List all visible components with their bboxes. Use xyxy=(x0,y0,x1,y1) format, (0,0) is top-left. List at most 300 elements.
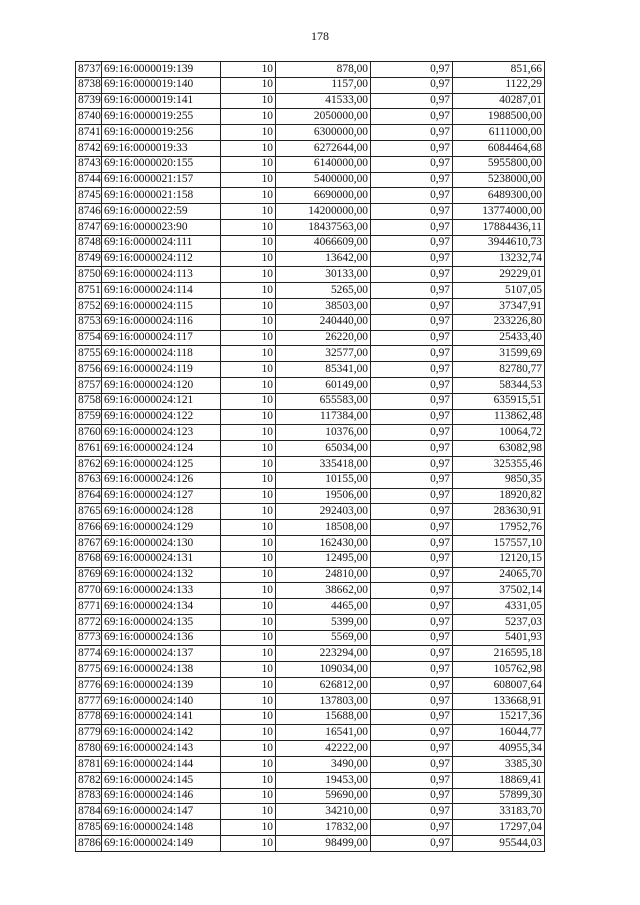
coefficient-cell: 0,97 xyxy=(371,267,453,283)
row-number-cell: 8758 xyxy=(76,393,102,409)
result-cell: 13232,74 xyxy=(453,251,545,267)
result-cell: 5107,05 xyxy=(453,283,545,299)
class-cell: 10 xyxy=(221,219,276,235)
result-cell: 233226,80 xyxy=(453,314,545,330)
coefficient-cell: 0,97 xyxy=(371,788,453,804)
value-cell: 5265,00 xyxy=(276,283,371,299)
coefficient-cell: 0,97 xyxy=(371,472,453,488)
row-number-cell: 8786 xyxy=(76,836,102,852)
cadastral-number-cell: 69:16:0000024:120 xyxy=(102,377,221,393)
result-cell: 133668,91 xyxy=(453,693,545,709)
table-row xyxy=(76,804,545,820)
coefficient-cell: 0,97 xyxy=(371,456,453,472)
table-row xyxy=(76,156,545,172)
table-row xyxy=(76,204,545,220)
coefficient-cell: 0,97 xyxy=(371,204,453,220)
cadastral-number-cell: 69:16:0000024:121 xyxy=(102,393,221,409)
cadastral-number-cell: 69:16:0000024:116 xyxy=(102,314,221,330)
table-row xyxy=(76,693,545,709)
coefficient-cell: 0,97 xyxy=(371,77,453,93)
value-cell: 12495,00 xyxy=(276,551,371,567)
table-row xyxy=(76,725,545,741)
row-number-cell: 8761 xyxy=(76,441,102,457)
row-number-cell: 8773 xyxy=(76,630,102,646)
table-row xyxy=(76,662,545,678)
table-row xyxy=(76,772,545,788)
table-row xyxy=(76,441,545,457)
value-cell: 2050000,00 xyxy=(276,109,371,125)
cadastral-number-cell: 69:16:0000024:136 xyxy=(102,630,221,646)
row-number-cell: 8755 xyxy=(76,346,102,362)
cadastral-number-cell: 69:16:0000024:128 xyxy=(102,504,221,520)
cadastral-number-cell: 69:16:0000024:117 xyxy=(102,330,221,346)
class-cell: 10 xyxy=(221,125,276,141)
table-row xyxy=(76,377,545,393)
class-cell: 10 xyxy=(221,441,276,457)
cadastral-number-cell: 69:16:0000019:33 xyxy=(102,140,221,156)
result-cell: 5238000,00 xyxy=(453,172,545,188)
row-number-cell: 8775 xyxy=(76,662,102,678)
row-number-cell: 8782 xyxy=(76,772,102,788)
cadastral-number-cell: 69:16:0000024:137 xyxy=(102,646,221,662)
table-row xyxy=(76,630,545,646)
table-row xyxy=(76,362,545,378)
coefficient-cell: 0,97 xyxy=(371,93,453,109)
class-cell: 10 xyxy=(221,820,276,836)
table-row xyxy=(76,219,545,235)
row-number-cell: 8763 xyxy=(76,472,102,488)
cadastral-number-cell: 69:16:0000020:155 xyxy=(102,156,221,172)
value-cell: 6300000,00 xyxy=(276,125,371,141)
class-cell: 10 xyxy=(221,741,276,757)
row-number-cell: 8784 xyxy=(76,804,102,820)
table-row xyxy=(76,251,545,267)
row-number-cell: 8766 xyxy=(76,520,102,536)
row-number-cell: 8748 xyxy=(76,235,102,251)
row-number-cell: 8743 xyxy=(76,156,102,172)
cadastral-number-cell: 69:16:0000024:131 xyxy=(102,551,221,567)
coefficient-cell: 0,97 xyxy=(371,757,453,773)
class-cell: 10 xyxy=(221,362,276,378)
table-row xyxy=(76,125,545,141)
coefficient-cell: 0,97 xyxy=(371,393,453,409)
table-row xyxy=(76,836,545,852)
result-cell: 6111000,00 xyxy=(453,125,545,141)
cadastral-number-cell: 69:16:0000024:132 xyxy=(102,567,221,583)
row-number-cell: 8739 xyxy=(76,93,102,109)
coefficient-cell: 0,97 xyxy=(371,188,453,204)
table-row xyxy=(76,504,545,520)
cadastral-number-cell: 69:16:0000024:119 xyxy=(102,362,221,378)
coefficient-cell: 0,97 xyxy=(371,488,453,504)
result-cell: 18869,41 xyxy=(453,772,545,788)
result-cell: 17884436,11 xyxy=(453,219,545,235)
value-cell: 5399,00 xyxy=(276,614,371,630)
value-cell: 16541,00 xyxy=(276,725,371,741)
result-cell: 105762,98 xyxy=(453,662,545,678)
cadastral-number-cell: 69:16:0000024:130 xyxy=(102,535,221,551)
value-cell: 34210,00 xyxy=(276,804,371,820)
coefficient-cell: 0,97 xyxy=(371,772,453,788)
row-number-cell: 8749 xyxy=(76,251,102,267)
result-cell: 63082,98 xyxy=(453,441,545,457)
coefficient-cell: 0,97 xyxy=(371,298,453,314)
coefficient-cell: 0,97 xyxy=(371,599,453,615)
coefficient-cell: 0,97 xyxy=(371,662,453,678)
coefficient-cell: 0,97 xyxy=(371,125,453,141)
coefficient-cell: 0,97 xyxy=(371,330,453,346)
value-cell: 41533,00 xyxy=(276,93,371,109)
cadastral-number-cell: 69:16:0000019:139 xyxy=(102,62,221,78)
row-number-cell: 8759 xyxy=(76,409,102,425)
value-cell: 3490,00 xyxy=(276,757,371,773)
cadastral-number-cell: 69:16:0000024:115 xyxy=(102,298,221,314)
result-cell: 635915,51 xyxy=(453,393,545,409)
class-cell: 10 xyxy=(221,77,276,93)
value-cell: 5569,00 xyxy=(276,630,371,646)
result-cell: 10064,72 xyxy=(453,425,545,441)
coefficient-cell: 0,97 xyxy=(371,535,453,551)
value-cell: 4066609,00 xyxy=(276,235,371,251)
coefficient-cell: 0,97 xyxy=(371,425,453,441)
row-number-cell: 8785 xyxy=(76,820,102,836)
class-cell: 10 xyxy=(221,725,276,741)
row-number-cell: 8780 xyxy=(76,741,102,757)
cadastral-number-cell: 69:16:0000024:139 xyxy=(102,678,221,694)
cadastral-number-cell: 69:16:0000024:124 xyxy=(102,441,221,457)
value-cell: 26220,00 xyxy=(276,330,371,346)
value-cell: 117384,00 xyxy=(276,409,371,425)
result-cell: 33183,70 xyxy=(453,804,545,820)
value-cell: 13642,00 xyxy=(276,251,371,267)
class-cell: 10 xyxy=(221,204,276,220)
result-cell: 25433,40 xyxy=(453,330,545,346)
cadastral-number-cell: 69:16:0000019:141 xyxy=(102,93,221,109)
cadastral-number-cell: 69:16:0000024:140 xyxy=(102,693,221,709)
class-cell: 10 xyxy=(221,251,276,267)
class-cell: 10 xyxy=(221,804,276,820)
table-row xyxy=(76,140,545,156)
value-cell: 6272644,00 xyxy=(276,140,371,156)
value-cell: 137803,00 xyxy=(276,693,371,709)
table-row xyxy=(76,567,545,583)
row-number-cell: 8744 xyxy=(76,172,102,188)
value-cell: 17832,00 xyxy=(276,820,371,836)
coefficient-cell: 0,97 xyxy=(371,520,453,536)
class-cell: 10 xyxy=(221,646,276,662)
cadastral-number-cell: 69:16:0000019:140 xyxy=(102,77,221,93)
row-number-cell: 8751 xyxy=(76,283,102,299)
class-cell: 10 xyxy=(221,836,276,852)
row-number-cell: 8753 xyxy=(76,314,102,330)
class-cell: 10 xyxy=(221,62,276,78)
table-row xyxy=(76,409,545,425)
cadastral-number-cell: 69:16:0000024:146 xyxy=(102,788,221,804)
table-row xyxy=(76,757,545,773)
value-cell: 30133,00 xyxy=(276,267,371,283)
value-cell: 15688,00 xyxy=(276,709,371,725)
result-cell: 1122,29 xyxy=(453,77,545,93)
class-cell: 10 xyxy=(221,520,276,536)
row-number-cell: 8769 xyxy=(76,567,102,583)
table-row xyxy=(76,456,545,472)
value-cell: 85341,00 xyxy=(276,362,371,378)
row-number-cell: 8757 xyxy=(76,377,102,393)
result-cell: 851,66 xyxy=(453,62,545,78)
table-row xyxy=(76,93,545,109)
result-cell: 6489300,00 xyxy=(453,188,545,204)
row-number-cell: 8781 xyxy=(76,757,102,773)
class-cell: 10 xyxy=(221,583,276,599)
class-cell: 10 xyxy=(221,772,276,788)
value-cell: 38662,00 xyxy=(276,583,371,599)
table-row xyxy=(76,520,545,536)
row-number-cell: 8745 xyxy=(76,188,102,204)
result-cell: 17952,76 xyxy=(453,520,545,536)
row-number-cell: 8767 xyxy=(76,535,102,551)
cadastral-number-cell: 69:16:0000021:158 xyxy=(102,188,221,204)
cadastral-number-cell: 69:16:0000024:147 xyxy=(102,804,221,820)
value-cell: 14200000,00 xyxy=(276,204,371,220)
class-cell: 10 xyxy=(221,662,276,678)
result-cell: 29229,01 xyxy=(453,267,545,283)
result-cell: 3944610,73 xyxy=(453,235,545,251)
row-number-cell: 8754 xyxy=(76,330,102,346)
result-cell: 13774000,00 xyxy=(453,204,545,220)
coefficient-cell: 0,97 xyxy=(371,314,453,330)
class-cell: 10 xyxy=(221,93,276,109)
coefficient-cell: 0,97 xyxy=(371,567,453,583)
value-cell: 38503,00 xyxy=(276,298,371,314)
row-number-cell: 8762 xyxy=(76,456,102,472)
coefficient-cell: 0,97 xyxy=(371,62,453,78)
class-cell: 10 xyxy=(221,757,276,773)
cadastral-number-cell: 69:16:0000024:141 xyxy=(102,709,221,725)
row-number-cell: 8770 xyxy=(76,583,102,599)
class-cell: 10 xyxy=(221,693,276,709)
class-cell: 10 xyxy=(221,472,276,488)
value-cell: 6690000,00 xyxy=(276,188,371,204)
table-row xyxy=(76,62,545,78)
table-row xyxy=(76,614,545,630)
row-number-cell: 8772 xyxy=(76,614,102,630)
class-cell: 10 xyxy=(221,172,276,188)
table-row xyxy=(76,283,545,299)
result-cell: 18920,82 xyxy=(453,488,545,504)
value-cell: 223294,00 xyxy=(276,646,371,662)
coefficient-cell: 0,97 xyxy=(371,741,453,757)
value-cell: 18437563,00 xyxy=(276,219,371,235)
coefficient-cell: 0,97 xyxy=(371,583,453,599)
value-cell: 335418,00 xyxy=(276,456,371,472)
result-cell: 5237,03 xyxy=(453,614,545,630)
value-cell: 10376,00 xyxy=(276,425,371,441)
value-cell: 18508,00 xyxy=(276,520,371,536)
class-cell: 10 xyxy=(221,377,276,393)
cadastral-number-cell: 69:16:0000022:59 xyxy=(102,204,221,220)
row-number-cell: 8738 xyxy=(76,77,102,93)
value-cell: 878,00 xyxy=(276,62,371,78)
class-cell: 10 xyxy=(221,330,276,346)
class-cell: 10 xyxy=(221,678,276,694)
cadastral-number-cell: 69:16:0000024:129 xyxy=(102,520,221,536)
cadastral-number-cell: 69:16:0000024:143 xyxy=(102,741,221,757)
class-cell: 10 xyxy=(221,551,276,567)
row-number-cell: 8747 xyxy=(76,219,102,235)
result-cell: 4331,05 xyxy=(453,599,545,615)
coefficient-cell: 0,97 xyxy=(371,820,453,836)
row-number-cell: 8768 xyxy=(76,551,102,567)
page-number: 178 xyxy=(311,29,329,43)
result-cell: 40955,34 xyxy=(453,741,545,757)
cadastral-number-cell: 69:16:0000019:256 xyxy=(102,125,221,141)
coefficient-cell: 0,97 xyxy=(371,836,453,852)
coefficient-cell: 0,97 xyxy=(371,804,453,820)
value-cell: 655583,00 xyxy=(276,393,371,409)
coefficient-cell: 0,97 xyxy=(371,630,453,646)
coefficient-cell: 0,97 xyxy=(371,283,453,299)
cadastral-number-cell: 69:16:0000024:112 xyxy=(102,251,221,267)
result-cell: 12120,15 xyxy=(453,551,545,567)
value-cell: 19453,00 xyxy=(276,772,371,788)
class-cell: 10 xyxy=(221,346,276,362)
coefficient-cell: 0,97 xyxy=(371,646,453,662)
result-cell: 95544,03 xyxy=(453,836,545,852)
value-cell: 98499,00 xyxy=(276,836,371,852)
cadastral-number-cell: 69:16:0000023:90 xyxy=(102,219,221,235)
result-cell: 216595,18 xyxy=(453,646,545,662)
class-cell: 10 xyxy=(221,488,276,504)
class-cell: 10 xyxy=(221,630,276,646)
coefficient-cell: 0,97 xyxy=(371,251,453,267)
class-cell: 10 xyxy=(221,504,276,520)
row-number-cell: 8776 xyxy=(76,678,102,694)
row-number-cell: 8778 xyxy=(76,709,102,725)
table-row xyxy=(76,346,545,362)
coefficient-cell: 0,97 xyxy=(371,709,453,725)
result-cell: 113862,48 xyxy=(453,409,545,425)
class-cell: 10 xyxy=(221,425,276,441)
coefficient-cell: 0,97 xyxy=(371,219,453,235)
table-body xyxy=(76,62,545,852)
result-cell: 608007,64 xyxy=(453,678,545,694)
value-cell: 1157,00 xyxy=(276,77,371,93)
value-cell: 60149,00 xyxy=(276,377,371,393)
coefficient-cell: 0,97 xyxy=(371,693,453,709)
table-row xyxy=(76,488,545,504)
row-number-cell: 8741 xyxy=(76,125,102,141)
coefficient-cell: 0,97 xyxy=(371,551,453,567)
value-cell: 19506,00 xyxy=(276,488,371,504)
result-cell: 17297,04 xyxy=(453,820,545,836)
row-number-cell: 8740 xyxy=(76,109,102,125)
row-number-cell: 8764 xyxy=(76,488,102,504)
table-row xyxy=(76,599,545,615)
value-cell: 42222,00 xyxy=(276,741,371,757)
class-cell: 10 xyxy=(221,267,276,283)
result-cell: 15217,36 xyxy=(453,709,545,725)
result-cell: 31599,69 xyxy=(453,346,545,362)
coefficient-cell: 0,97 xyxy=(371,377,453,393)
cadastral-number-cell: 69:16:0000024:126 xyxy=(102,472,221,488)
result-cell: 5401,93 xyxy=(453,630,545,646)
value-cell: 240440,00 xyxy=(276,314,371,330)
cadastral-number-cell: 69:16:0000024:138 xyxy=(102,662,221,678)
cadastral-value-table xyxy=(75,61,545,852)
result-cell: 58344,53 xyxy=(453,377,545,393)
value-cell: 162430,00 xyxy=(276,535,371,551)
row-number-cell: 8765 xyxy=(76,504,102,520)
row-number-cell: 8760 xyxy=(76,425,102,441)
cadastral-number-cell: 69:16:0000024:148 xyxy=(102,820,221,836)
table-row xyxy=(76,472,545,488)
class-cell: 10 xyxy=(221,788,276,804)
row-number-cell: 8771 xyxy=(76,599,102,615)
coefficient-cell: 0,97 xyxy=(371,109,453,125)
result-cell: 37347,91 xyxy=(453,298,545,314)
coefficient-cell: 0,97 xyxy=(371,362,453,378)
row-number-cell: 8737 xyxy=(76,62,102,78)
cadastral-number-cell: 69:16:0000024:133 xyxy=(102,583,221,599)
result-cell: 6084464,68 xyxy=(453,140,545,156)
table-row xyxy=(76,77,545,93)
value-cell: 59690,00 xyxy=(276,788,371,804)
value-cell: 5400000,00 xyxy=(276,172,371,188)
coefficient-cell: 0,97 xyxy=(371,441,453,457)
class-cell: 10 xyxy=(221,109,276,125)
class-cell: 10 xyxy=(221,709,276,725)
value-cell: 292403,00 xyxy=(276,504,371,520)
result-cell: 24065,70 xyxy=(453,567,545,583)
class-cell: 10 xyxy=(221,188,276,204)
table-row xyxy=(76,709,545,725)
result-cell: 16044,77 xyxy=(453,725,545,741)
result-cell: 40287,01 xyxy=(453,93,545,109)
value-cell: 626812,00 xyxy=(276,678,371,694)
class-cell: 10 xyxy=(221,298,276,314)
class-cell: 10 xyxy=(221,283,276,299)
value-cell: 24810,00 xyxy=(276,567,371,583)
result-cell: 3385,30 xyxy=(453,757,545,773)
result-cell: 283630,91 xyxy=(453,504,545,520)
value-cell: 4465,00 xyxy=(276,599,371,615)
class-cell: 10 xyxy=(221,535,276,551)
class-cell: 10 xyxy=(221,456,276,472)
coefficient-cell: 0,97 xyxy=(371,409,453,425)
row-number-cell: 8746 xyxy=(76,204,102,220)
result-cell: 157557,10 xyxy=(453,535,545,551)
cadastral-number-cell: 69:16:0000024:125 xyxy=(102,456,221,472)
table-row xyxy=(76,646,545,662)
coefficient-cell: 0,97 xyxy=(371,678,453,694)
cadastral-number-cell: 69:16:0000024:114 xyxy=(102,283,221,299)
class-cell: 10 xyxy=(221,599,276,615)
row-number-cell: 8752 xyxy=(76,298,102,314)
cadastral-number-cell: 69:16:0000024:142 xyxy=(102,725,221,741)
value-cell: 6140000,00 xyxy=(276,156,371,172)
coefficient-cell: 0,97 xyxy=(371,504,453,520)
cadastral-number-cell: 69:16:0000021:157 xyxy=(102,172,221,188)
cadastral-number-cell: 69:16:0000024:127 xyxy=(102,488,221,504)
class-cell: 10 xyxy=(221,409,276,425)
table-row xyxy=(76,330,545,346)
result-cell: 1988500,00 xyxy=(453,109,545,125)
class-cell: 10 xyxy=(221,314,276,330)
result-cell: 57899,30 xyxy=(453,788,545,804)
cadastral-number-cell: 69:16:0000024:123 xyxy=(102,425,221,441)
table-row xyxy=(76,267,545,283)
table-row xyxy=(76,551,545,567)
